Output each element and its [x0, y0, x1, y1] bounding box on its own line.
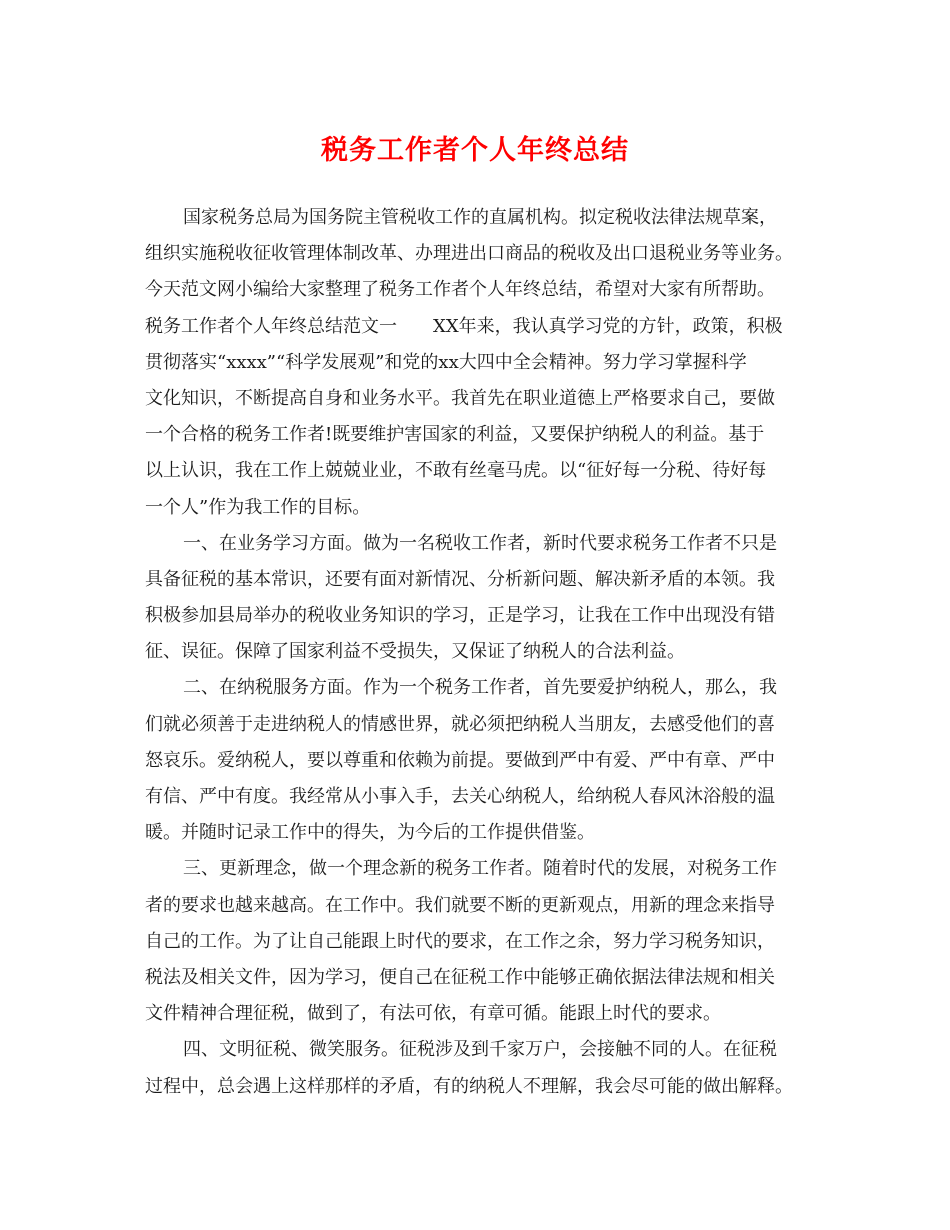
body-line: 自己的工作。为了让自己能跟上时代的要求，在工作之余，努力学习税务知识，	[145, 930, 775, 952]
body-line: 积极参加县局举办的税收业务知识的学习，正是学习，让我在工作中出现没有错	[145, 605, 775, 627]
document-title: 税务工作者个人年终总结	[321, 135, 629, 166]
paragraph-first-line: 一、在业务学习方面。做为一名税收工作者，新时代要求税务工作者不只是	[183, 532, 777, 554]
body-line: 具备征税的基本常识，还要有面对新情况、分析新问题、解决新矛盾的本领。我	[145, 568, 775, 590]
body-line: 以上认识，我在工作上兢兢业业，不敢有丝毫马虎。以“征好每一分税、待好每	[145, 460, 767, 482]
body-line: 文化知识，不断提高自身和业务水平。我首先在职业道德上严格要求自己，要做	[145, 387, 775, 409]
body-line: 组织实施税收征收管理体制改革、办理进出口商品的税收及出口退税业务等业务。	[145, 243, 793, 265]
paragraph-first-line: 四、文明征税、微笑服务。征税涉及到千家万户，会接触不同的人。在征税	[183, 1039, 777, 1061]
body-line: 一个人”作为我工作的目标。	[145, 496, 371, 518]
body-line: 过程中，总会遇上这样那样的矛盾，有的纳税人不理解，我会尽可能的做出解释。	[145, 1075, 793, 1097]
body-line: 们就必须善于走进纳税人的情感世界，就必须把纳税人当朋友，去感受他们的喜	[145, 713, 775, 735]
body-line: 税法及相关文件，因为学习，便自己在征税工作中能够正确依据法律法规和相关	[145, 966, 775, 988]
body-line: 者的要求也越来越高。在工作中。我们就要不断的更新观点，用新的理念来指导	[145, 894, 775, 916]
body-line: 怒哀乐。爱纳税人，要以尊重和依赖为前提。要做到严中有爱、严中有章、严中	[145, 749, 775, 771]
body-line: 税务工作者个人年终总结范文一 XX年来，我认真学习党的方针，政策，积极	[145, 315, 783, 337]
paragraph-first-line: 三、更新理念，做一个理念新的税务工作者。随着时代的发展，对税务工作	[183, 858, 777, 880]
paragraph-first-line: 二、在纳税服务方面。作为一个税务工作者，首先要爱护纳税人，那么，我	[183, 677, 777, 699]
body-line: 征、误征。保障了国家利益不受损失，又保证了纳税人的合法利益。	[145, 641, 685, 663]
body-line: 一个合格的税务工作者!既要维护害国家的利益，又要保护纳税人的利益。基于	[145, 424, 765, 446]
body-line: 有信、严中有度。我经常从小事入手，去关心纳税人，给纳税人春风沐浴般的温	[145, 786, 775, 807]
document-body	[145, 200, 805, 1105]
paragraph-first-line: 国家税务总局为国务院主管税收工作的直属机构。拟定税收法律法规草案，	[183, 207, 777, 228]
body-line: 贯彻落实“xxxx”“科学发展观”和党的xx大四中全会精神。努力学习掌握科学	[145, 351, 747, 373]
body-line: 暖。并随时记录工作中的得失，为今后的工作提供借鉴。	[145, 822, 595, 844]
body-line: 文件精神合理征税，做到了，有法可依，有章可循。能跟上时代的要求。	[145, 1003, 721, 1025]
body-line: 今天范文网小编给大家整理了税务工作者个人年终总结，希望对大家有所帮助。	[145, 279, 775, 301]
